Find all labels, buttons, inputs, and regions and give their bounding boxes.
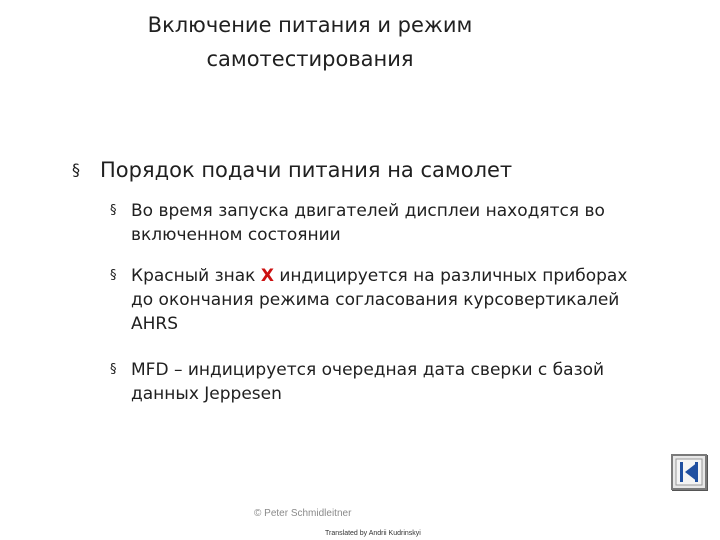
slide-title-line-2: самотестирования — [206, 47, 414, 71]
sub-bullet-1-line-1: Во время запуска двигателей дисплеи находятся во — [131, 201, 605, 221]
sub-bullet-2-line-1-before: Красный знак — [131, 266, 261, 286]
sub-bullet-2-line-1-after: индицируется на различных приборах — [273, 266, 628, 286]
sub-bullet-1-line-2: включенном состоянии — [131, 225, 341, 245]
bullet-marker-icon: § — [110, 203, 117, 218]
slide-title — [0, 8, 620, 76]
sub-bullet-2-line-2: до окончания режима согласования курсовертикалей — [131, 290, 620, 310]
red-x-mark: X — [260, 266, 274, 286]
sub-bullet-3 — [110, 358, 690, 406]
sub-bullet-1-text — [131, 199, 690, 247]
slide-title-line-1: Включение питания и режим — [147, 13, 473, 37]
sub-bullet-1 — [110, 199, 690, 247]
bullet-marker-icon: § — [72, 160, 80, 179]
main-bullet-text: Порядок подачи питания на самолет — [100, 158, 513, 182]
sub-bullet-2-line-3: AHRS — [131, 314, 179, 334]
bullet-marker-icon: § — [110, 268, 117, 283]
end-slide-icon — [673, 456, 705, 488]
sub-bullet-3-text — [131, 358, 690, 406]
sub-bullet-3-line-1: MFD – индицируется очередная дата сверки с базой — [131, 360, 605, 380]
sub-bullet-2 — [110, 264, 690, 336]
sub-bullet-2-text — [131, 264, 690, 336]
copyright-text: © Peter Schmidleitner — [254, 508, 352, 519]
sub-bullet-3-line-2: данных Jeppesen — [131, 384, 282, 404]
translated-by-text: Translated by Andrii Kudrinskyi — [325, 530, 421, 537]
end-slide-button[interactable] — [671, 454, 707, 490]
bullet-marker-icon: § — [110, 362, 117, 377]
